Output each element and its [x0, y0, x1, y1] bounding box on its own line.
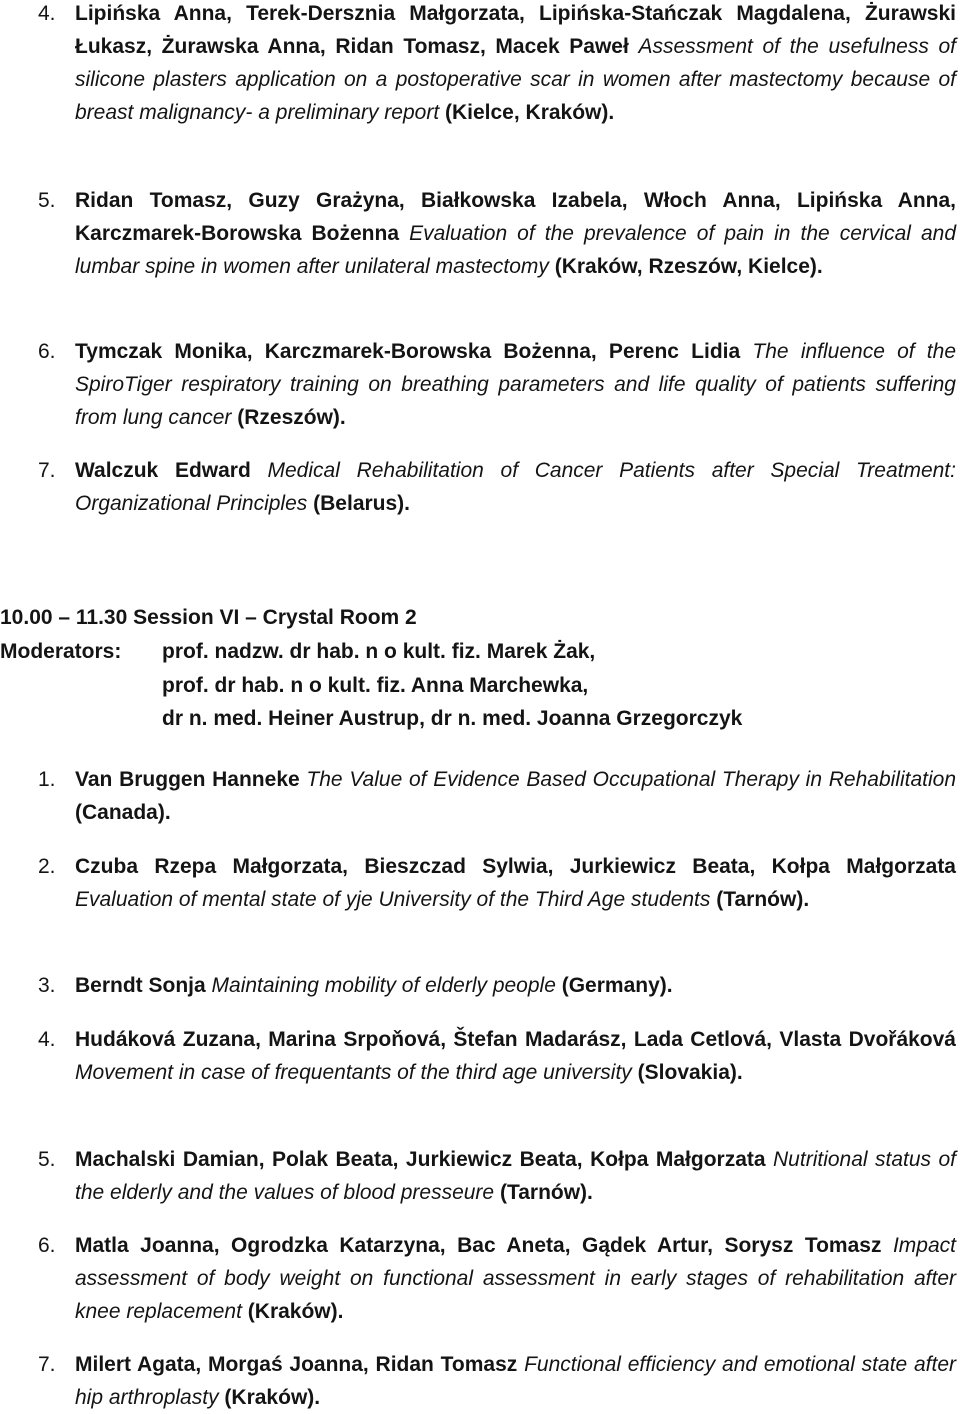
list-item: [38, 0, 956, 129]
item-text: [75, 1348, 956, 1414]
item-title: Medical Rehabilitation of Cancer Patients after Special Treatment: Organizational Principles: [75, 459, 956, 515]
list-item: [38, 335, 956, 434]
item-text: [75, 850, 956, 916]
item-place: (Slovakia).: [637, 1061, 743, 1084]
item-number: 7.: [38, 1353, 56, 1376]
item-authors: Machalski Damian, Polak Beata, Jurkiewicz Beata, Kołpa Małgorzata: [75, 1148, 766, 1171]
list-item: [38, 1023, 956, 1089]
item-title: Evaluation of mental state of yje University of the Third Age students: [75, 888, 711, 911]
item-text: [75, 184, 956, 283]
item-number: 4.: [38, 2, 56, 25]
item-number: 4.: [38, 1028, 56, 1051]
item-title: Movement in case of frequentants of the third age university: [75, 1061, 632, 1084]
item-authors: Matla Joanna, Ogrodzka Katarzyna, Bac Aneta, Gądek Artur, Sorysz Tomasz: [75, 1234, 882, 1257]
session-heading: 10.00 – 11.30 Session VI – Crystal Room 2: [0, 606, 417, 629]
moderator-line: prof. nadzw. dr hab. n o kult. fiz. Marek Żak,: [162, 640, 596, 663]
item-number: 1.: [38, 768, 56, 791]
item-number: 5.: [38, 189, 56, 212]
item-number: 2.: [38, 855, 56, 878]
item-place: (Belarus).: [313, 492, 410, 515]
list-item: [38, 763, 956, 829]
item-authors: Hudáková Zuzana, Marina Srpoňová, Štefan Madarász, Lada Cetlová, Vlasta Dvořáková: [75, 1028, 956, 1051]
item-title: Nutritional status of the elderly and the values of blood presseure: [75, 1148, 956, 1204]
item-text: [75, 454, 956, 520]
item-authors: Lipińska Anna, Terek-Dersznia Małgorzata, Lipińska-Stańczak Magdalena, Żurawski Łukasz, Żurawska Anna, Ridan Tomasz, Macek Paweł: [75, 2, 956, 58]
item-authors: Ridan Tomasz, Guzy Grażyna, Białkowska Izabela, Włoch Anna, Lipińska Anna, Karczmarek-Borowska Bożenna: [75, 189, 956, 245]
item-text: [75, 335, 956, 434]
item-number: 3.: [38, 974, 56, 997]
moderator-line: dr n. med. Heiner Austrup, dr n. med. Joanna Grzegorczyk: [162, 707, 743, 730]
item-place: (Kraków, Rzeszów, Kielce).: [554, 255, 823, 278]
item-place: (Canada).: [75, 801, 171, 824]
list-item: [38, 184, 956, 283]
item-text: [75, 1229, 956, 1328]
item-title: The influence of the SpiroTiger respiratory training on breathing parameters and life quality of patients suffering from lung cancer: [75, 340, 956, 429]
list-item: [38, 1229, 956, 1328]
item-text: [75, 763, 956, 829]
item-place: (Germany).: [561, 974, 673, 997]
item-authors: Tymczak Monika, Karczmarek-Borowska Bożenna, Perenc Lidia: [75, 340, 741, 363]
item-place: (Kraków).: [247, 1300, 344, 1323]
moderators-label: Moderators:: [0, 640, 122, 663]
list-item: [38, 1143, 956, 1209]
item-place: (Tarnów).: [716, 888, 810, 911]
item-number: 6.: [38, 1234, 56, 1257]
item-place: (Tarnów).: [499, 1181, 593, 1204]
list-item: [38, 454, 956, 520]
item-title: Impact assessment of body weight on functional assessment in early stages of rehabilitation after knee replacement: [75, 1234, 956, 1323]
item-authors: Walczuk Edward: [75, 459, 251, 482]
list-item: [38, 1348, 956, 1414]
item-authors: Czuba Rzepa Małgorzata, Bieszczad Sylwia, Jurkiewicz Beata, Kołpa Małgorzata: [75, 855, 956, 878]
item-number: 5.: [38, 1148, 56, 1171]
list-item: [38, 850, 956, 916]
item-text: [75, 1023, 956, 1089]
item-title: The Value of Evidence Based Occupational Therapy in Rehabilitation: [306, 768, 957, 791]
item-title: Assessment of the usefulness of silicone plasters application on a postoperative scar in women after mastectomy because of breast malignancy- a preliminary report: [75, 35, 956, 124]
item-text: [75, 0, 956, 129]
item-text: [75, 1143, 956, 1209]
item-place: (Kielce, Kraków).: [445, 101, 615, 124]
item-authors: Van Bruggen Hanneke: [75, 768, 300, 791]
item-title: Functional efficiency and emotional state after hip arthroplasty: [75, 1353, 956, 1409]
item-number: 6.: [38, 340, 56, 363]
item-place: (Rzeszów).: [237, 406, 346, 429]
item-place: (Kraków).: [224, 1386, 321, 1409]
item-title: Evaluation of the prevalence of pain in the cervical and lumbar spine in women after unilateral mastectomy: [75, 222, 956, 278]
item-text: [75, 969, 956, 1002]
item-number: 7.: [38, 459, 56, 482]
item-title: Maintaining mobility of elderly people: [211, 974, 556, 997]
item-authors: Milert Agata, Morgaś Joanna, Ridan Tomasz: [75, 1353, 518, 1376]
moderator-line: prof. dr hab. n o kult. fiz. Anna Marchewka,: [162, 674, 589, 697]
list-item: [38, 969, 956, 1002]
session-block: [0, 601, 960, 634]
item-authors: Berndt Sonja: [75, 974, 206, 997]
